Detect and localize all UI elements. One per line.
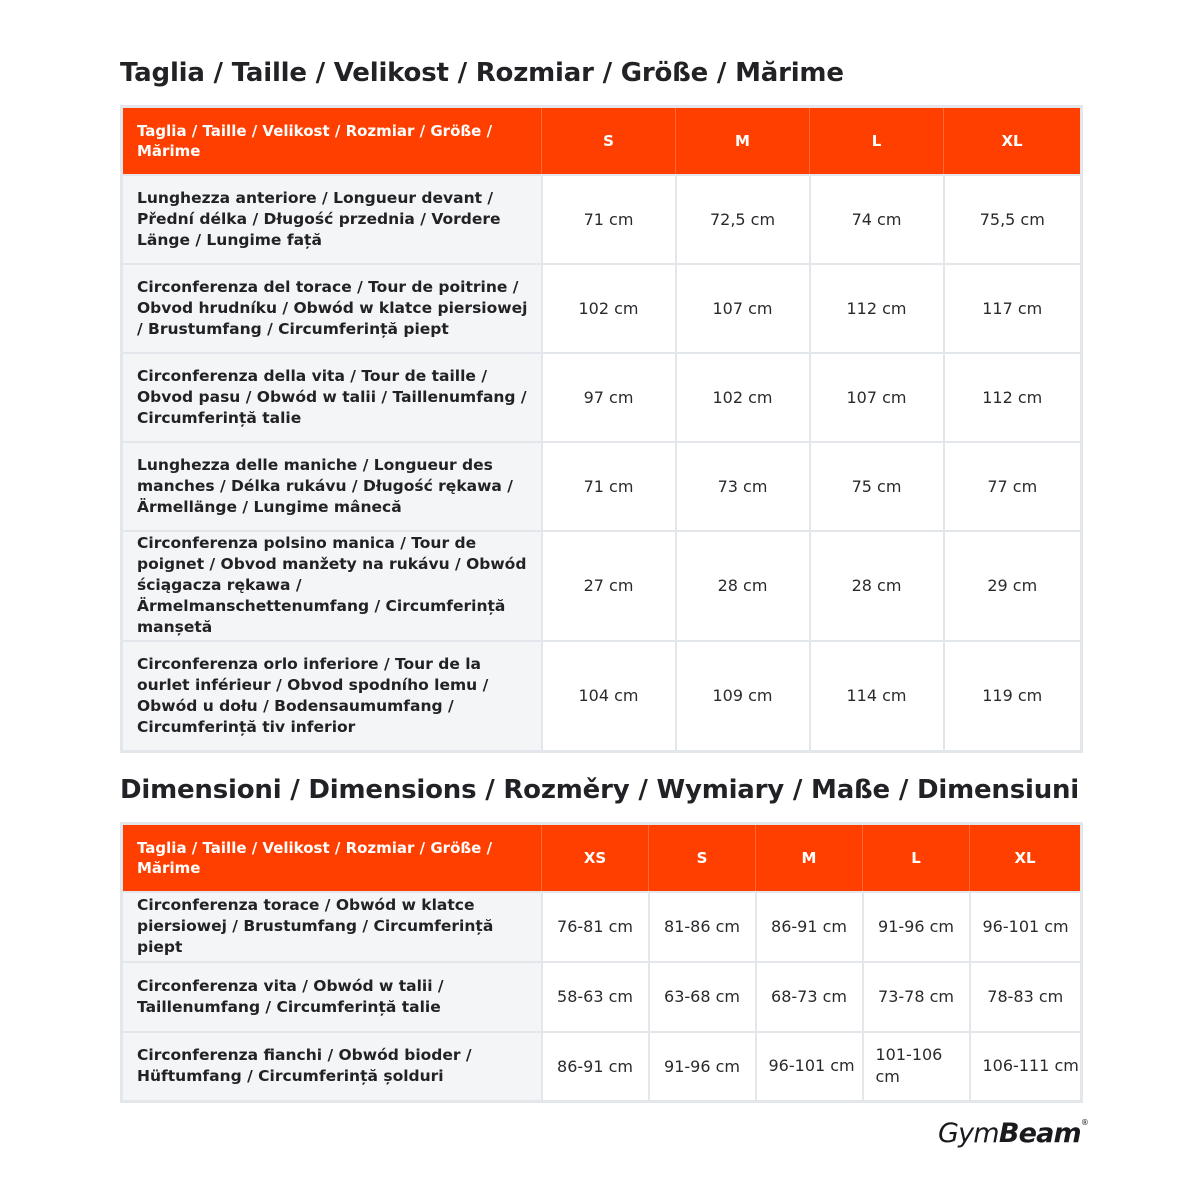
cell-value: 27 cm bbox=[542, 531, 676, 641]
cell-value: 91-96 cm bbox=[863, 892, 970, 962]
cell-value: 73-78 cm bbox=[863, 962, 970, 1032]
row-label-waist: Circonferenza della vita / Tour de taille / Obvod pasu / Obwód w talii / Taillenumfang / Circumferință talie bbox=[122, 353, 542, 442]
cell-value: 77 cm bbox=[944, 442, 1082, 531]
cell-value: 119 cm bbox=[944, 641, 1082, 752]
cell-value: 73 cm bbox=[676, 442, 810, 531]
dimensions-header-m: M bbox=[756, 824, 863, 892]
table-row bbox=[122, 962, 1082, 1032]
logo-text-beam: Beam bbox=[998, 1118, 1081, 1149]
cell-value: 86-91 cm bbox=[756, 892, 863, 962]
gymbeam-logo bbox=[938, 1118, 1088, 1149]
cell-value: 81-86 cm bbox=[649, 892, 756, 962]
cell-value: 58-63 cm bbox=[542, 962, 649, 1032]
size-header-xl: XL bbox=[944, 107, 1082, 175]
table-row bbox=[122, 641, 1082, 752]
dimensions-table-header-row bbox=[122, 824, 1082, 892]
cell-value: 71 cm bbox=[542, 442, 676, 531]
cell-value: 107 cm bbox=[676, 264, 810, 353]
size-header-label: Taglia / Taille / Velikost / Rozmiar / Größe / Mărime bbox=[122, 107, 542, 175]
table-row bbox=[122, 1032, 1082, 1102]
table-row bbox=[122, 353, 1082, 442]
dimensions-table bbox=[120, 822, 1083, 1103]
table-row bbox=[122, 264, 1082, 353]
row-label-chest: Circonferenza del torace / Tour de poitrine / Obvod hrudníku / Obwód w klatce piersiowej / Brustumfang / Circumferință piept bbox=[122, 264, 542, 353]
cell-value: 114 cm bbox=[810, 641, 944, 752]
cell-value: 29 cm bbox=[944, 531, 1082, 641]
size-table-header-row bbox=[122, 107, 1082, 175]
dimensions-header-xs: XS bbox=[542, 824, 649, 892]
cell-value: 96-101 cm bbox=[970, 892, 1082, 962]
cell-value: 28 cm bbox=[810, 531, 944, 641]
dimensions-header-label: Taglia / Taille / Velikost / Rozmiar / Größe / Mărime bbox=[122, 824, 542, 892]
cell-value: 106-111 cm bbox=[970, 1032, 1082, 1102]
dimensions-header-xl: XL bbox=[970, 824, 1082, 892]
cell-value: 112 cm bbox=[810, 264, 944, 353]
registered-mark-icon: ® bbox=[1080, 1118, 1089, 1127]
cell-value: 109 cm bbox=[676, 641, 810, 752]
cell-value: 75,5 cm bbox=[944, 175, 1082, 264]
cell-value: 86-91 cm bbox=[542, 1032, 649, 1102]
row-label-hips: Circonferenza fianchi / Obwód bioder / Hüftumfang / Circumferință șolduri bbox=[122, 1032, 542, 1102]
cell-value: 78-83 cm bbox=[970, 962, 1082, 1032]
size-header-m: M bbox=[676, 107, 810, 175]
size-header-s: S bbox=[542, 107, 676, 175]
dimensions-header-l: L bbox=[863, 824, 970, 892]
cell-value: 97 cm bbox=[542, 353, 676, 442]
row-label-waist: Circonferenza vita / Obwód w talii / Taillenumfang / Circumferință talie bbox=[122, 962, 542, 1032]
cell-value: 71 cm bbox=[542, 175, 676, 264]
cell-value: 28 cm bbox=[676, 531, 810, 641]
size-header-l: L bbox=[810, 107, 944, 175]
dimensions-header-s: S bbox=[649, 824, 756, 892]
cell-value: 76-81 cm bbox=[542, 892, 649, 962]
cell-value: 72,5 cm bbox=[676, 175, 810, 264]
row-label-hem: Circonferenza orlo inferiore / Tour de la ourlet inférieur / Obvod spodního lemu / Obwód u dołu / Bodensaumumfang / Circumferință tiv inferior bbox=[122, 641, 542, 752]
size-table-title: Taglia / Taille / Velikost / Rozmiar / Größe / Mărime bbox=[120, 58, 844, 88]
cell-value: 104 cm bbox=[542, 641, 676, 752]
table-row bbox=[122, 531, 1082, 641]
cell-value: 102 cm bbox=[676, 353, 810, 442]
cell-value: 96-101 cm bbox=[756, 1032, 863, 1102]
table-row bbox=[122, 892, 1082, 962]
size-table bbox=[120, 105, 1083, 753]
row-label-cuff: Circonferenza polsino manica / Tour de poignet / Obvod manžety na rukávu / Obwód ściągacza rękawa / Ärmelmanschettenumfang / Circumferință manșetă bbox=[122, 531, 542, 641]
cell-value: 68-73 cm bbox=[756, 962, 863, 1032]
cell-value: 102 cm bbox=[542, 264, 676, 353]
cell-value: 101-106 cm bbox=[863, 1032, 970, 1102]
row-label-front-length: Lunghezza anteriore / Longueur devant / Přední délka / Długość przednia / Vordere Länge / Lungime față bbox=[122, 175, 542, 264]
cell-value: 107 cm bbox=[810, 353, 944, 442]
cell-value: 117 cm bbox=[944, 264, 1082, 353]
cell-value: 91-96 cm bbox=[649, 1032, 756, 1102]
table-row bbox=[122, 442, 1082, 531]
row-label-chest: Circonferenza torace / Obwód w klatce piersiowej / Brustumfang / Circumferință piept bbox=[122, 892, 542, 962]
cell-value: 75 cm bbox=[810, 442, 944, 531]
table-row bbox=[122, 175, 1082, 264]
cell-value: 63-68 cm bbox=[649, 962, 756, 1032]
cell-value: 112 cm bbox=[944, 353, 1082, 442]
cell-value: 74 cm bbox=[810, 175, 944, 264]
logo-text-gym: Gym bbox=[938, 1118, 999, 1149]
row-label-sleeve-length: Lunghezza delle maniche / Longueur des manches / Délka rukávu / Długość rękawa / Ärmellänge / Lungime mânecă bbox=[122, 442, 542, 531]
dimensions-table-title: Dimensioni / Dimensions / Rozměry / Wymiary / Maße / Dimensiuni bbox=[120, 775, 1080, 805]
